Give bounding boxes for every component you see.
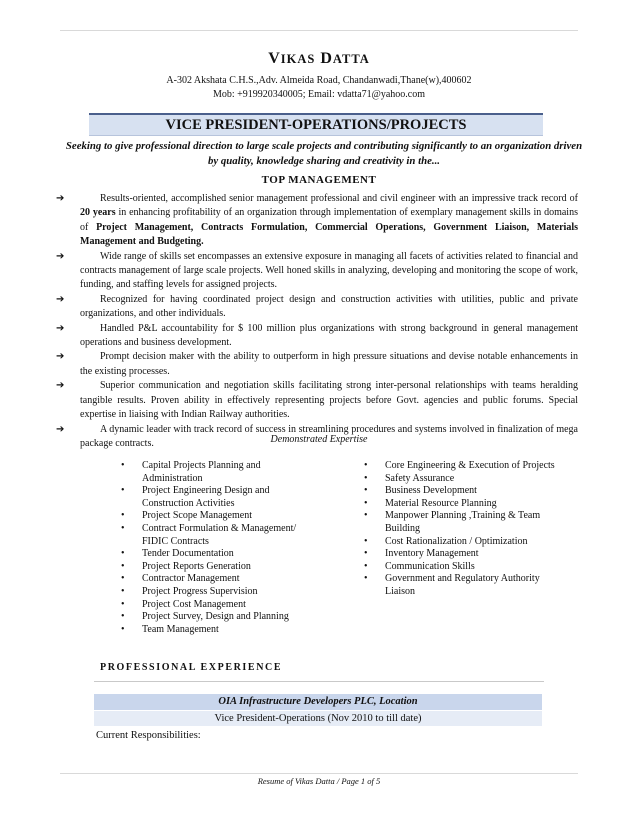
expertise-item-text: Team Management — [142, 623, 219, 635]
experience-heading: PROFESSIONAL EXPERIENCE — [100, 662, 283, 673]
expertise-item — [121, 460, 321, 485]
expertise-item-text: Inventory Management — [385, 548, 479, 560]
right-arrow-icon: ➔ — [56, 293, 65, 305]
summary-item — [56, 322, 578, 351]
summary-item — [56, 192, 578, 250]
company-name: OIA Infrastructure Developers PLC, Location — [94, 694, 542, 710]
summary-item — [56, 250, 578, 293]
summary-list — [56, 192, 578, 451]
expertise-item-text: Project Scope Management — [142, 510, 252, 522]
bullet-icon: • — [121, 611, 125, 623]
summary-item-text — [80, 250, 578, 293]
right-arrow-icon: ➔ — [56, 380, 65, 392]
expertise-item — [121, 510, 321, 523]
expertise-item — [364, 485, 564, 498]
expertise-item — [364, 561, 564, 574]
expertise-list-left — [121, 460, 321, 636]
summary-item-text — [80, 350, 578, 379]
expertise-item-text: Tender Documentation — [142, 548, 234, 560]
expertise-item-text: Project Progress Supervision — [142, 585, 258, 597]
expertise-item — [121, 485, 321, 510]
position-title: VICE PRESIDENT-OPERATIONS/PROJECTS — [89, 113, 543, 136]
address: A-302 Akshata C.H.S.,Adv. Almeida Road, Chandanwadi,Thane(w),400602 — [166, 75, 472, 86]
summary-text: Wide range of skills set encompasses an extensive exposure in managing all facets of activities related to financial and contracts management of large scale projects. Well honed skills in analyzing, developing and monitoring the scope of work, funding, and staffing levels for assigned projects. — [80, 250, 578, 291]
experience-rule — [94, 681, 544, 682]
expertise-item-text: Core Engineering & Execution of Projects — [385, 460, 555, 471]
expertise-item-text: Material Resource Planning — [385, 497, 497, 509]
bullet-icon: • — [121, 573, 125, 585]
summary-text: Recognized for having coordinated project design and construction activities with utilities, public and private organizations, and other individuals. — [80, 293, 578, 320]
expertise-item — [121, 611, 321, 624]
expertise-item-text: Project Cost Management — [142, 598, 246, 610]
expertise-item-text: Contract Formulation & Management/ FIDIC Contracts — [142, 522, 297, 547]
bullet-icon: • — [121, 485, 125, 497]
expertise-item-text: Communication Skills — [385, 560, 475, 572]
expertise-item-text: Project Survey, Design and Planning — [142, 611, 289, 623]
expertise-item-text: Safety Assurance — [385, 472, 455, 484]
bullet-icon: • — [121, 623, 125, 635]
expertise-item-text: Project Reports Generation — [142, 560, 251, 572]
expertise-item-text: Contractor Management — [142, 573, 240, 585]
expertise-item — [364, 460, 564, 473]
expertise-list-right — [364, 460, 564, 599]
summary-item — [56, 350, 578, 379]
bullet-icon: • — [364, 472, 368, 484]
bullet-icon: • — [364, 560, 368, 572]
page-footer: Resume of Vikas Datta / Page 1 of 5 — [257, 776, 381, 786]
expertise-item-text: Capital Projects Planning and Administration — [142, 460, 261, 484]
bullet-icon: • — [121, 585, 125, 597]
right-arrow-icon: ➔ — [56, 250, 65, 262]
expertise-item — [121, 599, 321, 612]
job-role: Vice President-Operations (Nov 2010 to till date) — [94, 711, 542, 726]
expertise-item-text: Project Engineering Design and Construction Activities — [142, 485, 270, 509]
candidate-name-text: VIKAS DATTA — [268, 50, 370, 67]
expertise-item — [121, 548, 321, 561]
summary-item-text — [80, 293, 578, 322]
summary-emphasis: Project Management, Contracts Formulation, Commercial Operations, Government Liaison, Materials Management and Budgeting. — [80, 221, 578, 248]
expertise-heading: Demonstrated Expertise — [270, 434, 368, 445]
summary-item-text — [80, 322, 578, 351]
right-arrow-icon: ➔ — [56, 423, 65, 435]
candidate-name — [0, 50, 638, 68]
expertise-item-text: Cost Rationalization / Optimization — [385, 535, 528, 547]
responsibilities-label: Current Responsibilities: — [96, 730, 201, 741]
expertise-item — [364, 473, 564, 486]
objective-statement: Seeking to give professional direction to large scale projects and contributing significantly to an organization driven by quality, knowledge sharing and creativity in the... — [65, 140, 583, 167]
bullet-icon: • — [121, 522, 125, 534]
expertise-item — [121, 573, 321, 586]
bullet-icon: • — [121, 460, 125, 471]
bullet-icon: • — [364, 573, 368, 585]
expertise-item — [121, 561, 321, 574]
bullet-icon: • — [121, 598, 125, 610]
summary-emphasis: 20 years — [80, 207, 116, 219]
summary-item-text — [80, 192, 578, 250]
expertise-item — [364, 498, 564, 511]
right-arrow-icon: ➔ — [56, 351, 65, 363]
summary-heading: TOP MANAGEMENT — [261, 174, 377, 186]
expertise-item — [121, 586, 321, 599]
expertise-item-text: Manpower Planning ,Training & Team Building — [385, 510, 541, 534]
bullet-icon: • — [364, 510, 368, 522]
bullet-icon: • — [364, 485, 368, 497]
bullet-icon: • — [121, 510, 125, 522]
summary-text: in enhancing profitability of an organization through implementation of exemplary management skills in domains of — [80, 207, 578, 233]
summary-text: A dynamic leader with track record of success in streamlining procedures and systems involved in finalization of mega package contracts. — [80, 423, 578, 449]
summary-item — [56, 293, 578, 322]
expertise-item-text: Business Development — [385, 485, 477, 497]
summary-text: Superior communication and negotiation skills facilitating strong inter-personal relationships with teams heralding tangible results. Proven ability in effectively representing projects before Govt. agencies and public forums. Special expertise in liaising with Indian Railway authorities. — [80, 380, 578, 421]
summary-item — [56, 379, 578, 422]
expertise-item — [364, 536, 564, 549]
bullet-icon: • — [121, 560, 125, 572]
right-arrow-icon: ➔ — [56, 322, 65, 334]
expertise-item — [121, 624, 321, 637]
summary-text: Prompt decision maker with the ability to outperform in high pressure situations and devise notable enhancements in the existing processes. — [80, 351, 578, 377]
header-rule — [60, 30, 578, 31]
expertise-item — [364, 548, 564, 561]
expertise-item — [364, 573, 564, 598]
summary-text: Results-oriented, accomplished senior management professional and civil engineer with an impressive track record of — [100, 193, 578, 204]
summary-item-text — [80, 379, 578, 422]
bullet-icon: • — [364, 497, 368, 509]
footer-rule — [60, 773, 578, 774]
expertise-item — [364, 510, 564, 535]
contact-info: Mob: +919920340005; Email: vdatta71@yahoo.com — [212, 89, 426, 100]
expertise-item-text: Government and Regulatory Authority Liaison — [385, 573, 540, 597]
bullet-icon: • — [364, 535, 368, 547]
bullet-icon: • — [364, 460, 368, 471]
bullet-icon: • — [364, 548, 368, 560]
expertise-item — [121, 523, 321, 548]
bullet-icon: • — [121, 548, 125, 560]
summary-text: Handled P&L accountability for $ 100 million plus organizations with strong background in general management operations and business development. — [80, 322, 578, 349]
right-arrow-icon: ➔ — [56, 193, 65, 204]
